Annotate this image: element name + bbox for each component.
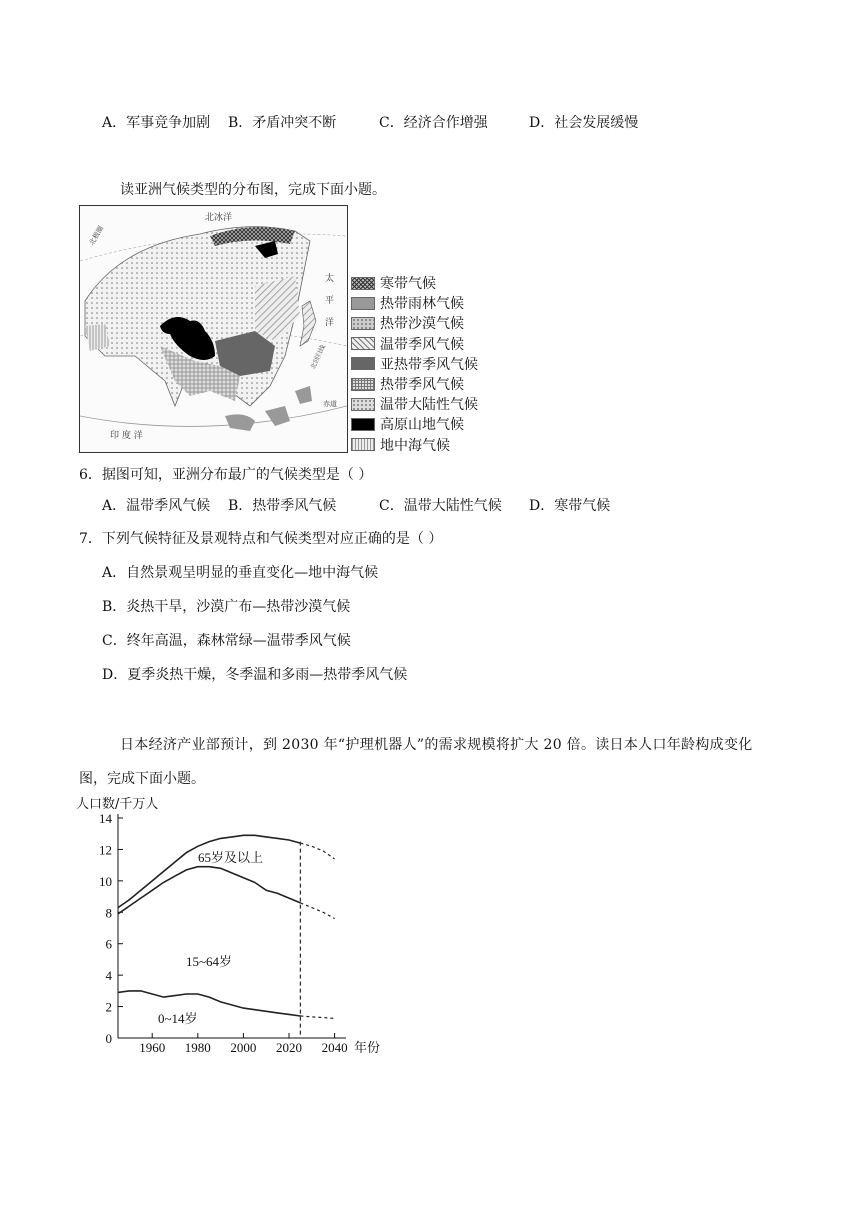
label-65-plus: 65岁及以上 [198, 850, 264, 865]
legend-item [351, 293, 478, 313]
legend-label: 热带沙漠气候 [380, 316, 464, 333]
label-equator: 赤道 [323, 400, 337, 408]
label-arctic-ocean: 北冰洋 [205, 213, 233, 223]
x-tick-label: 2000 [230, 1040, 257, 1055]
x-tick-label: 1980 [184, 1040, 211, 1055]
legend-label: 寒带气候 [380, 276, 436, 293]
label-arctic-circle: 北极圈 [87, 224, 106, 247]
q6-options [0, 495, 860, 515]
chart-intro-line-2: 图，完成下面小题。 [79, 771, 205, 787]
y-tick-label: 10 [99, 873, 112, 889]
legend-label: 温带季风气候 [380, 336, 464, 353]
legend-swatch [351, 317, 375, 330]
legend-swatch [351, 297, 375, 310]
legend-item [351, 334, 478, 354]
q7-option-c[interactable]: C．终年高温，森林常绿—温带季风气候 [102, 633, 351, 649]
series-line [118, 867, 300, 914]
q5-options [0, 112, 860, 132]
legend-swatch [351, 398, 375, 411]
q6-option-c[interactable]: C．温带大陆性气候 [379, 498, 502, 514]
legend-swatch [351, 277, 375, 290]
q5-option-a[interactable]: A．军事竞争加剧 [102, 115, 211, 131]
y-tick-label: 4 [105, 968, 112, 984]
legend-swatch [351, 438, 375, 451]
legend-swatch [351, 418, 375, 431]
label-pacific-2: 平 [325, 296, 335, 306]
y-axis-label: 人口数/千万人 [76, 797, 159, 812]
q6-option-d[interactable]: D．寒带气候 [529, 498, 611, 514]
label-0-14: 0~14岁 [158, 1011, 198, 1026]
q6-stem: 6．据图可知，亚洲分布最广的气候类型是（ ） [79, 467, 373, 483]
q7-option-b[interactable]: B．炎热干旱，沙漠广布—热带沙漠气候 [102, 599, 351, 615]
legend-item [351, 354, 478, 374]
q5-option-d[interactable]: D．社会发展缓慢 [529, 115, 639, 131]
legend-item [351, 414, 478, 434]
legend-item [351, 374, 478, 394]
series-line [118, 991, 300, 1016]
legend-item [351, 273, 478, 293]
chart-intro-line-1: 日本经济产业部预计，到 2030 年“护理机器人”的需求规模将扩大 20 倍。读日本人口年龄构成变化 [120, 737, 753, 753]
label-pacific-1: 太 [325, 274, 335, 284]
y-tick-label: 8 [105, 905, 112, 921]
map-legend [351, 273, 478, 455]
q6-option-b[interactable]: B．热带季风气候 [228, 498, 337, 514]
y-tick-label: 14 [99, 811, 112, 826]
legend-swatch [351, 378, 375, 391]
q7-option-a[interactable]: A．自然景观呈明显的垂直变化—地中海气候 [102, 565, 379, 581]
x-tick-label: 2020 [276, 1040, 302, 1055]
label-pacific-3: 洋 [325, 318, 335, 328]
x-tick-label: 2040 [321, 1040, 348, 1055]
label-tropic: 北回归线 [308, 343, 328, 371]
x-axis-label: 年份 [354, 1041, 381, 1056]
q5-option-c[interactable]: C．经济合作增强 [379, 115, 488, 131]
legend-label: 温带大陆性气候 [380, 397, 478, 414]
legend-item [351, 435, 478, 455]
label-indian-ocean: 印 度 洋 [110, 431, 143, 441]
legend-label: 亚热带季风气候 [380, 356, 478, 373]
legend-label: 热带雨林气候 [380, 296, 464, 313]
y-tick-label: 6 [105, 936, 112, 952]
series-projection [300, 903, 334, 919]
legend-item [351, 394, 478, 414]
legend-swatch [351, 337, 375, 350]
q6-option-a[interactable]: A．温带季风气候 [102, 498, 211, 514]
q5-option-b[interactable]: B．矛盾冲突不断 [228, 115, 337, 131]
legend-swatch [351, 357, 375, 370]
map-svg [80, 206, 347, 452]
q7-stem: 7．下列气候特征及景观特点和气候类型对应正确的是（ ） [79, 531, 443, 547]
legend-item [351, 313, 478, 333]
y-tick-label: 2 [105, 999, 112, 1015]
series-projection [300, 843, 334, 859]
y-tick-label: 0 [105, 1031, 112, 1046]
legend-label: 高原山地气候 [380, 417, 464, 434]
legend-label: 地中海气候 [380, 437, 450, 454]
x-tick-label: 1960 [139, 1040, 166, 1055]
label-15-64: 15~64岁 [186, 954, 233, 969]
q7-option-d[interactable]: D．夏季炎热干燥，冬季温和多雨—热带季风气候 [102, 667, 408, 683]
legend-label: 热带季风气候 [380, 377, 464, 394]
series-line [118, 835, 300, 907]
asia-climate-map [79, 205, 348, 453]
map-intro: 读亚洲气候类型的分布图，完成下面小题。 [120, 182, 386, 198]
y-tick-label: 12 [99, 842, 112, 858]
series-projection [300, 1016, 334, 1018]
